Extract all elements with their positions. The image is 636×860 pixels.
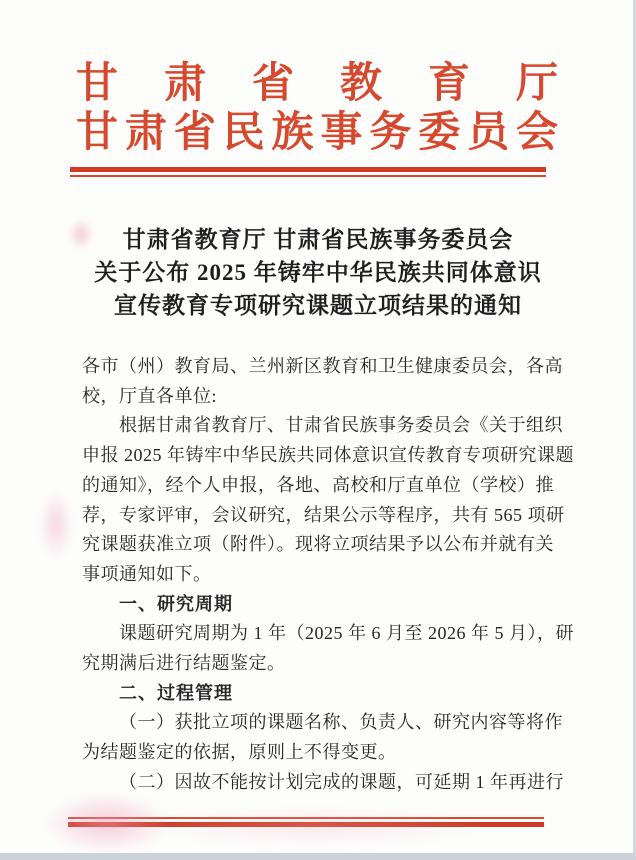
body-line-intro-3: 的通知》，经个人申报，各地、高校和厅直单位（学校）推 (82, 474, 554, 495)
body-line-item-1a: （一）获批立项的课题名称、负责人、研究内容等将作 (119, 712, 563, 733)
letterhead-agency-2: 甘肃省民族事务委员会 (76, 110, 558, 156)
section-heading-1: 一、研究周期 (119, 593, 233, 614)
letterhead (76, 60, 558, 158)
body-line-salutation-1: 各市（州）教育局、兰州新区教育和卫生健康委员会，各高 (82, 356, 563, 376)
letterhead-agency-1: 甘肃省教育厅 (76, 61, 558, 107)
body-line-intro-4: 荐，专家评审，会议研究，结果公示等程序，共有 565 项研 (82, 504, 565, 525)
document-title (0, 223, 636, 322)
document-title-line-2: 关于公布 2025 年铸牢中华民族共同体意识 (94, 260, 542, 285)
body-line-period-2: 究期满后进行结题鉴定。 (82, 653, 286, 674)
body-line-intro-5: 究课题获准立项（附件）。现将立项结果予以公布并就有关 (82, 534, 554, 555)
body-line-item-2a: （二）因故不能按计划完成的课题，可延期 1 年再进行 (119, 771, 564, 792)
rule-thin-bar (70, 175, 546, 177)
document-body (82, 352, 574, 798)
scan-edge-bottom (0, 853, 636, 860)
scan-smudge-bottom-wash (150, 808, 480, 846)
body-line-period-1: 课题研究周期为 1 年（2025 年 6 月至 2026 年 5 月），研 (119, 623, 574, 644)
body-line-intro-1: 根据甘肃省教育厅、甘肃省民族事务委员会《关于组织 (119, 415, 563, 436)
rule-thick-bar (68, 822, 544, 827)
document-title-line-1: 甘肃省教育厅 甘肃省民族事务委员会 (122, 227, 514, 252)
red-separator-top (70, 167, 546, 177)
section-heading-2: 二、过程管理 (119, 682, 233, 703)
red-separator-bottom (68, 817, 544, 827)
body-line-salutation-2: 校，厅直各单位: (82, 385, 218, 406)
document-title-line-3: 宣传教育专项研究课题立项结果的通知 (114, 293, 522, 318)
scan-smudge-left-margin (38, 488, 74, 562)
body-line-intro-2: 申报 2025 年铸牢中华民族共同体意识宣传教育专项研究课题 (82, 445, 574, 466)
body-line-intro-6: 事项通知如下。 (82, 563, 212, 584)
body-line-item-1b: 为结题鉴定的依据，原则上不得变更。 (82, 742, 397, 763)
